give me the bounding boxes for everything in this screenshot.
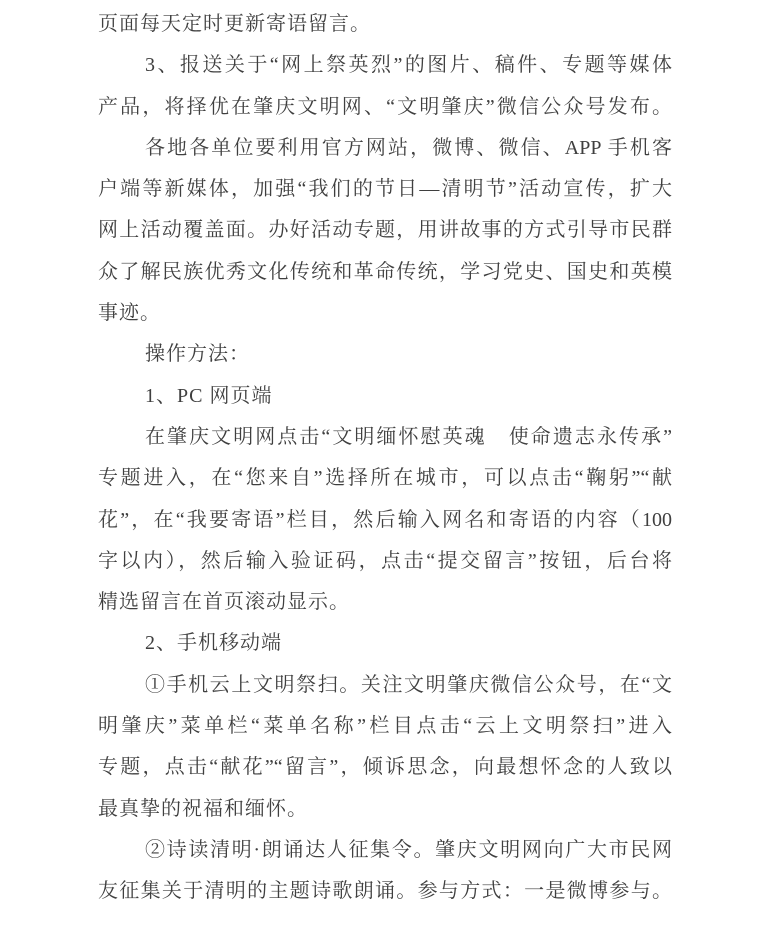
text-line: 产品，将择优在肇庆文明网、“文明肇庆”微信公众号发布。 (98, 95, 672, 118)
text-line: 专题进入，在“您来自”选择所在城市，可以点击“鞠躬”“献 (98, 467, 672, 490)
text-line: ①手机云上文明祭扫。关注文明肇庆微信公众号，在“文 (145, 673, 672, 696)
text-line: 在肇庆文明网点击“文明缅怀慰英魂 使命遗志永传承” (145, 425, 672, 448)
text-line: ②诗读清明·朗诵达人征集令。肇庆文明网向广大市民网 (145, 838, 672, 861)
text-line: 最真挚的祝福和缅怀。 (98, 797, 308, 820)
list-item-heading: 1、PC 网页端 (145, 384, 273, 407)
text-line: 事迹。 (98, 302, 161, 325)
text-line: 页面每天定时更新寄语留言。 (98, 13, 371, 35)
text-line: 明肇庆”菜单栏“菜单名称”栏目点击“云上文明祭扫”进入 (98, 715, 672, 738)
text-line: 众了解民族优秀文化传统和革命传统，学习党史、国史和英模 (98, 260, 672, 283)
text-line: 3、报送关于“网上祭英烈”的图片、稿件、专题等媒体 (145, 54, 672, 77)
section-heading: 操作方法： (145, 343, 250, 366)
list-item-heading: 2、手机移动端 (145, 632, 282, 655)
text-line: 字以内），然后输入验证码，点击“提交留言”按钮，后台将 (98, 549, 672, 572)
text-line: 花”，在“我要寄语”栏目，然后输入网名和寄语的内容（100 (98, 508, 672, 531)
text-line: 网上活动覆盖面。办好活动专题，用讲故事的方式引导市民群 (98, 219, 672, 242)
text-line: 专题，点击“献花”“留言”，倾诉思念，向最想怀念的人致以 (98, 756, 672, 779)
text-line: 户端等新媒体，加强“我们的节日—清明节”活动宣传，扩大 (98, 178, 672, 201)
text-line: 各地各单位要利用官方网站，微博、微信、APP 手机客 (145, 136, 672, 159)
text-line: 友征集关于清明的主题诗歌朗诵。参与方式：一是微博参与。 (98, 880, 672, 903)
text-line: 精选留言在首页滚动显示。 (98, 591, 350, 614)
